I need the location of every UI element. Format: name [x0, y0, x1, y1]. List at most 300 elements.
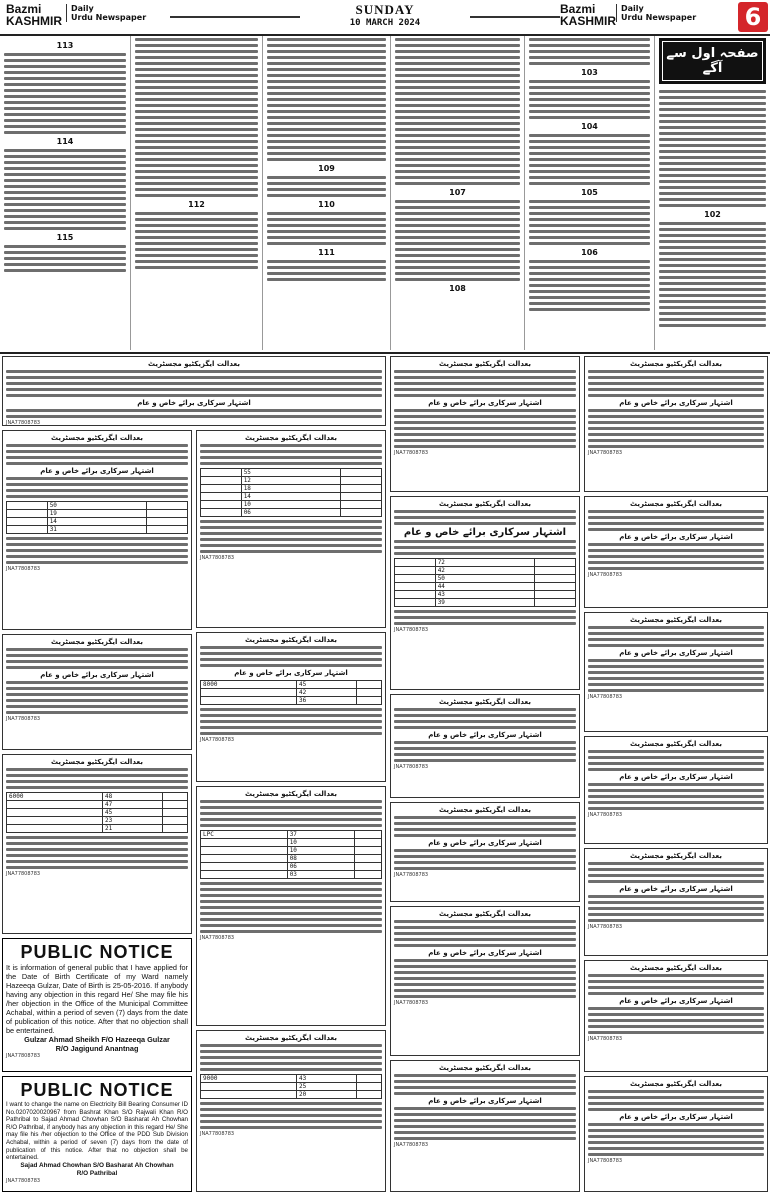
notice-c3-ref: JNA77808783	[394, 764, 429, 770]
notice-d7-text	[588, 1090, 764, 1111]
article-number-112: 112	[188, 200, 205, 209]
day-label: SUNDAY	[355, 2, 415, 17]
notice-a1-heading: بعدالت ایگزیکٹیو مجسٹریٹ	[148, 360, 240, 368]
table-cell	[357, 689, 382, 697]
right-brand-top: Bazmi	[560, 2, 596, 16]
article-number-115: 115	[56, 233, 74, 242]
column-1	[0, 36, 130, 350]
table-cell: 72	[435, 559, 535, 567]
notice-d6-text	[588, 974, 764, 995]
notice-b2-text	[200, 646, 382, 667]
table-cell: 25	[296, 1083, 356, 1091]
column-2-text-a	[135, 38, 258, 197]
notice-c6	[390, 1060, 580, 1192]
notice-a1-subheading: اشتہار سرکاری برائے خاص و عام	[137, 399, 251, 407]
column-4-text-b	[395, 200, 520, 281]
public-notice-1-ref: JNA77808783	[6, 1053, 41, 1059]
notice-b2-ref: JNA77808783	[200, 737, 235, 743]
table-cell	[395, 559, 436, 567]
notice-a3-ref: JNA77808783	[6, 716, 41, 722]
article-number-114: 114	[56, 137, 74, 146]
column-5-text-d	[529, 200, 650, 245]
table-cell: 45	[102, 809, 162, 817]
table-cell	[354, 839, 381, 847]
notice-d4-text-2	[588, 783, 764, 810]
table-cell: 48	[102, 793, 162, 801]
table-cell	[7, 510, 48, 518]
table-cell: 10	[241, 501, 341, 509]
notice-d2-heading: بعدالت ایگزیکٹیو مجسٹریٹ	[630, 500, 722, 508]
table-cell	[341, 501, 382, 509]
table-cell	[535, 559, 576, 567]
column-3-text-a	[267, 38, 386, 161]
notice-b4-heading: بعدالت ایگزیکٹیو مجسٹریٹ	[245, 1034, 337, 1042]
notice-d4-heading: بعدالت ایگزیکٹیو مجسٹریٹ	[630, 740, 722, 748]
notice-a1-ref: JNA77808783	[6, 420, 41, 426]
left-rule	[170, 16, 300, 18]
notice-d6-heading: بعدالت ایگزیکٹیو مجسٹریٹ	[630, 964, 722, 972]
notice-d5-ref: JNA77808783	[588, 924, 623, 930]
table-cell	[354, 863, 381, 871]
left-tagline	[66, 4, 146, 22]
date-label: 10 MARCH 2024	[349, 18, 421, 28]
column-3-text-d	[267, 260, 386, 281]
table-cell	[147, 510, 188, 518]
front-page-continuations	[0, 36, 770, 354]
table-cell	[147, 518, 188, 526]
notice-d3-heading: بعدالت ایگزیکٹیو مجسٹریٹ	[630, 616, 722, 624]
notice-d7	[584, 1076, 768, 1192]
table-cell	[7, 809, 103, 817]
table-cell	[201, 697, 297, 705]
table-cell	[357, 697, 382, 705]
table-cell: 8000	[201, 681, 297, 689]
public-notice-2-title: PUBLIC NOTICE	[20, 1080, 174, 1100]
table-cell	[341, 477, 382, 485]
public-notice-1-signature: Gulzar Ahmad Sheikh F/O Hazeeqa Gulzar	[24, 1035, 170, 1044]
article-number-106: 106	[581, 248, 598, 257]
notice-d4-text	[588, 750, 764, 771]
notice-b1-text	[200, 444, 382, 465]
notice-c1-subheading: اشتہار سرکاری برائے خاص و عام	[428, 399, 542, 407]
notice-a2	[2, 430, 192, 630]
notice-c5	[390, 906, 580, 1056]
notice-b2-table	[200, 680, 382, 705]
notice-c4-ref: JNA77808783	[394, 872, 429, 878]
column-3-text-c	[267, 212, 386, 245]
table-cell	[354, 847, 381, 855]
notice-a1-text-2	[6, 409, 382, 418]
notice-b2	[196, 632, 386, 782]
table-cell	[7, 526, 48, 534]
notice-d1-heading: بعدالت ایگزیکٹیو مجسٹریٹ	[630, 360, 722, 368]
page-number-badge: 6	[738, 2, 768, 32]
notice-d5-text	[588, 862, 764, 883]
notice-a2-table	[6, 501, 188, 534]
table-cell: 18	[241, 485, 341, 493]
notice-b3-ref: JNA77808783	[200, 935, 235, 941]
table-cell: 23	[102, 817, 162, 825]
notice-d4-ref: JNA77808783	[588, 812, 623, 818]
notice-c1-text-2	[394, 409, 576, 448]
notice-c6-heading: بعدالت ایگزیکٹیو مجسٹریٹ	[439, 1064, 531, 1072]
column-3	[262, 36, 390, 350]
table-cell	[535, 591, 576, 599]
notice-a3-text-2	[6, 681, 188, 714]
notice-c6-text-2	[394, 1107, 576, 1140]
notice-d1-ref: JNA77808783	[588, 450, 623, 456]
notice-d3-subheading: اشتہار سرکاری برائے خاص و عام	[619, 649, 733, 657]
notice-b3-text-2	[200, 882, 382, 933]
table-cell	[7, 502, 48, 510]
table-cell: 06	[287, 863, 354, 871]
column-1-text-a	[4, 53, 126, 134]
table-cell	[163, 801, 188, 809]
notice-a4-text-2	[6, 836, 188, 869]
table-cell	[341, 469, 382, 477]
notice-c2-text-3	[394, 610, 576, 625]
notice-d4-subheading: اشتہار سرکاری برائے خاص و عام	[619, 773, 733, 781]
table-cell	[395, 599, 436, 607]
column-6-text	[659, 90, 766, 207]
notice-c1-heading: بعدالت ایگزیکٹیو مجسٹریٹ	[439, 360, 531, 368]
public-notice-1	[2, 938, 192, 1072]
table-cell	[357, 681, 382, 689]
public-notice-2-address: R/O Pathribal	[76, 1169, 118, 1177]
article-number-109: 109	[318, 164, 335, 173]
notice-c6-text	[394, 1074, 576, 1095]
right-brand-bottom: KASHMIR	[560, 14, 616, 28]
table-cell	[201, 485, 242, 493]
notice-d7-heading: بعدالت ایگزیکٹیو مجسٹریٹ	[630, 1080, 722, 1088]
public-notice-2-ref: JNA77808783	[6, 1177, 41, 1184]
column-6	[654, 36, 770, 350]
notice-d3-text-2	[588, 659, 764, 692]
notice-c4-text-2	[394, 849, 576, 870]
table-cell	[201, 493, 242, 501]
masthead	[0, 0, 770, 36]
notice-d2-ref: JNA77808783	[588, 572, 623, 578]
article-number-102: 102	[704, 210, 721, 219]
right-brand	[560, 3, 616, 27]
notice-b1-text-2	[200, 520, 382, 553]
notice-c2-ref: JNA77808783	[394, 627, 429, 633]
table-cell	[395, 567, 436, 575]
table-cell	[535, 599, 576, 607]
table-cell	[201, 689, 297, 697]
column-1-text-b	[4, 149, 126, 230]
table-cell	[7, 801, 103, 809]
table-cell	[201, 847, 288, 855]
table-cell	[201, 469, 242, 477]
table-cell: LPC	[201, 831, 288, 839]
table-cell	[535, 567, 576, 575]
article-number-110: 110	[318, 200, 335, 209]
table-cell	[354, 831, 381, 839]
table-cell	[7, 518, 48, 526]
notice-d3-text	[588, 626, 764, 647]
table-cell	[395, 583, 436, 591]
table-cell: 55	[241, 469, 341, 477]
column-2-text-b	[135, 212, 258, 269]
notice-b2-subheading: اشتہار سرکاری برائے خاص و عام	[234, 669, 348, 677]
notice-d1-subheading: اشتہار سرکاری برائے خاص و عام	[619, 399, 733, 407]
notice-a2-text-2	[6, 477, 188, 498]
notice-c4-text	[394, 816, 576, 837]
notice-c2-table	[394, 558, 576, 607]
notice-a3-subheading: اشتہار سرکاری برائے خاص و عام	[40, 671, 154, 679]
table-cell	[163, 793, 188, 801]
dateline	[300, 2, 470, 28]
table-cell	[201, 509, 242, 517]
notice-b4-table	[200, 1074, 382, 1099]
notice-b4	[196, 1030, 386, 1192]
table-cell: 44	[435, 583, 535, 591]
table-cell: 43	[296, 1075, 356, 1083]
notice-c6-ref: JNA77808783	[394, 1142, 429, 1148]
notice-a2-text-3	[6, 537, 188, 564]
notice-a2-text	[6, 444, 188, 465]
notice-c2-subheading: اشتہار سرکاری برائے خاص و عام	[403, 527, 567, 538]
notice-a2-subheading: اشتہار سرکاری برائے خاص و عام	[40, 467, 154, 475]
column-5	[524, 36, 654, 350]
left-brand-top: Bazmi	[6, 2, 42, 16]
table-cell	[201, 1091, 297, 1099]
table-cell	[147, 526, 188, 534]
table-cell	[341, 485, 382, 493]
public-notice-2-signature: Sajad Ahmad Chowhan S/O Basharat Ah Chowhan	[20, 1161, 174, 1169]
article-number-103: 103	[581, 68, 598, 77]
notice-b3-table	[200, 830, 382, 879]
notice-d2-text-2	[588, 543, 764, 570]
notice-c5-text-2	[394, 959, 576, 998]
notice-d2	[584, 496, 768, 608]
column-5-text-c	[529, 134, 650, 185]
column-1-text-c	[4, 245, 126, 272]
notice-c2-text-2	[394, 540, 576, 555]
notice-b1-ref: JNA77808783	[200, 555, 235, 561]
column-2	[130, 36, 262, 350]
column-4	[390, 36, 524, 350]
notice-c2	[390, 496, 580, 690]
notice-a4-heading: بعدالت ایگزیکٹیو مجسٹریٹ	[51, 758, 143, 766]
table-cell: 42	[296, 689, 356, 697]
notice-d1	[584, 356, 768, 492]
public-notice-2-body: I want to change the name on Electricity Bill Bearing Consumer ID No.0207020020967 from Bashrat Khan S/O Rajwali Khan R/O Pathribal to Sajad Ahmad Chowhan S/O Basharat Ah Chowhan R/O Pathribal, if anybody has any objection in this regard He/ She may file his /her objection to the Office of the PDD Sub Division Achabal, within a period of seven (7) days from the date of publication of this notice. After that no objection shall be entertained.	[6, 1101, 188, 1162]
notice-b4-text-2	[200, 1102, 382, 1129]
article-number-107: 107	[449, 188, 466, 197]
notice-c3-heading: بعدالت ایگزیکٹیو مجسٹریٹ	[439, 698, 531, 706]
table-cell	[163, 817, 188, 825]
column-5-text-a	[529, 38, 650, 65]
notice-a4	[2, 754, 192, 934]
notice-d5-heading: بعدالت ایگزیکٹیو مجسٹریٹ	[630, 852, 722, 860]
left-brand	[6, 3, 62, 27]
article-number-111: 111	[318, 248, 335, 257]
public-notice-2	[2, 1076, 192, 1192]
table-cell: 45	[296, 681, 356, 689]
right-tagline	[616, 4, 696, 22]
notice-c1-text	[394, 370, 576, 397]
table-cell	[357, 1091, 382, 1099]
column-3-text-b	[267, 176, 386, 197]
table-cell	[535, 575, 576, 583]
table-cell	[201, 477, 242, 485]
article-number-108: 108	[449, 284, 466, 293]
article-number-104: 104	[581, 122, 598, 131]
notice-d5-text-2	[588, 895, 764, 922]
table-cell: 14	[241, 493, 341, 501]
notice-d6-ref: JNA77808783	[588, 1036, 623, 1042]
notice-d7-ref: JNA77808783	[588, 1158, 623, 1164]
table-cell	[7, 817, 103, 825]
section-banner: صفحہ اول سے آگے	[659, 38, 766, 84]
notice-a3-heading: بعدالت ایگزیکٹیو مجسٹریٹ	[51, 638, 143, 646]
table-cell: 21	[102, 825, 162, 833]
notice-b2-text-2	[200, 708, 382, 735]
table-cell: 31	[47, 526, 147, 534]
notice-a2-heading: بعدالت ایگزیکٹیو مجسٹریٹ	[51, 434, 143, 442]
table-cell: 20	[296, 1091, 356, 1099]
table-cell	[163, 825, 188, 833]
notice-b3-text	[200, 800, 382, 827]
article-number-113: 113	[56, 41, 74, 50]
left-tag-urdu: Urdu Newspaper	[71, 13, 147, 22]
table-cell: 12	[241, 477, 341, 485]
table-cell	[201, 863, 288, 871]
table-cell: 03	[287, 871, 354, 879]
table-cell: 19	[47, 510, 147, 518]
table-cell	[395, 575, 436, 583]
table-cell	[201, 839, 288, 847]
notice-c1	[390, 356, 580, 492]
notice-a4-table	[6, 792, 188, 833]
right-rule	[470, 16, 560, 18]
notice-d7-subheading: اشتہار سرکاری برائے خاص و عام	[619, 1113, 733, 1121]
table-cell: 42	[435, 567, 535, 575]
table-cell	[341, 493, 382, 501]
table-cell: 47	[102, 801, 162, 809]
notice-a1	[2, 356, 386, 426]
table-cell	[201, 501, 242, 509]
table-cell: 6000	[7, 793, 103, 801]
notice-c2-text	[394, 510, 576, 525]
table-cell	[357, 1075, 382, 1083]
table-cell: 37	[287, 831, 354, 839]
notice-a4-text	[6, 768, 188, 789]
table-cell: 50	[435, 575, 535, 583]
notice-c1-ref: JNA77808783	[394, 450, 429, 456]
table-cell	[357, 1083, 382, 1091]
public-notice-1-address: R/O Jagigund Anantnag	[55, 1044, 139, 1053]
notice-d6	[584, 960, 768, 1072]
notice-d5-subheading: اشتہار سرکاری برائے خاص و عام	[619, 885, 733, 893]
table-cell	[7, 825, 103, 833]
column-6-text-2	[659, 222, 766, 327]
notice-d3-ref: JNA77808783	[588, 694, 623, 700]
table-cell	[354, 855, 381, 863]
notice-c5-ref: JNA77808783	[394, 1000, 429, 1006]
notice-b3	[196, 786, 386, 1026]
notice-a3-text	[6, 648, 188, 669]
notice-b1	[196, 430, 386, 628]
notice-c3-subheading: اشتہار سرکاری برائے خاص و عام	[428, 731, 542, 739]
notice-d6-text-2	[588, 1007, 764, 1034]
notice-b2-heading: بعدالت ایگزیکٹیو مجسٹریٹ	[245, 636, 337, 644]
notice-c4-heading: بعدالت ایگزیکٹیو مجسٹریٹ	[439, 806, 531, 814]
notice-d1-text-2	[588, 409, 764, 448]
notice-d3	[584, 612, 768, 732]
notice-a4-ref: JNA77808783	[6, 871, 41, 877]
left-brand-bottom: KASHMIR	[6, 14, 62, 28]
notice-c3-text-2	[394, 741, 576, 762]
notice-c2-heading: بعدالت ایگزیکٹیو مجسٹریٹ	[439, 500, 531, 508]
notice-d4	[584, 736, 768, 844]
public-notice-1-body: It is information of general public that I have applied for the Date of Birth Certificate of my Ward namely Hazeeqa Gulzar, Date of Birth is 25-05-2016. If anybody having any objection in this regard He/ She may file his /her objection in the Office of the Municipal Committee Achabal, within a period of seven (7) days from the date of publication of this notice. After that no objection shall be entertained.	[6, 963, 188, 1035]
table-cell: 43	[435, 591, 535, 599]
notice-c6-subheading: اشتہار سرکاری برائے خاص و عام	[428, 1097, 542, 1105]
notice-c4	[390, 802, 580, 902]
table-cell	[395, 591, 436, 599]
table-cell	[201, 855, 288, 863]
table-cell: 10	[287, 839, 354, 847]
notice-a1-text	[6, 370, 382, 397]
notice-c5-text	[394, 920, 576, 947]
notice-b4-ref: JNA77808783	[200, 1131, 235, 1137]
public-notice-1-title: PUBLIC NOTICE	[20, 942, 174, 962]
notice-b4-text	[200, 1044, 382, 1071]
column-5-text-e	[529, 260, 650, 311]
column-5-text-b	[529, 80, 650, 119]
table-cell	[201, 871, 288, 879]
table-cell: 06	[241, 509, 341, 517]
table-cell: 9000	[201, 1075, 297, 1083]
notice-c3-text	[394, 708, 576, 729]
table-cell: 14	[47, 518, 147, 526]
notice-c5-subheading: اشتہار سرکاری برائے خاص و عام	[428, 949, 542, 957]
notice-a2-ref: JNA77808783	[6, 566, 41, 572]
notice-d6-subheading: اشتہار سرکاری برائے خاص و عام	[619, 997, 733, 1005]
table-cell: 39	[435, 599, 535, 607]
notice-c4-subheading: اشتہار سرکاری برائے خاص و عام	[428, 839, 542, 847]
notice-c5-heading: بعدالت ایگزیکٹیو مجسٹریٹ	[439, 910, 531, 918]
table-cell: 36	[296, 697, 356, 705]
notice-d2-subheading: اشتہار سرکاری برائے خاص و عام	[619, 533, 733, 541]
column-4-text-a	[395, 38, 520, 185]
table-cell: 08	[287, 855, 354, 863]
notice-b3-heading: بعدالت ایگزیکٹیو مجسٹریٹ	[245, 790, 337, 798]
article-number-105: 105	[581, 188, 598, 197]
notice-d5	[584, 848, 768, 956]
notice-d1-text	[588, 370, 764, 397]
table-cell	[201, 1083, 297, 1091]
right-tag-urdu: Urdu Newspaper	[621, 13, 697, 22]
table-cell: 10	[287, 847, 354, 855]
notice-d7-text-2	[588, 1123, 764, 1156]
table-cell	[163, 809, 188, 817]
table-cell	[354, 871, 381, 879]
notice-a3	[2, 634, 192, 750]
table-cell	[535, 583, 576, 591]
notice-d2-text	[588, 510, 764, 531]
table-cell	[341, 509, 382, 517]
notice-b1-heading: بعدالت ایگزیکٹیو مجسٹریٹ	[245, 434, 337, 442]
left-tag-daily: Daily	[71, 4, 94, 13]
notice-b1-table	[200, 468, 382, 517]
notice-c3	[390, 694, 580, 798]
table-cell: 50	[47, 502, 147, 510]
right-tag-daily: Daily	[621, 4, 644, 13]
